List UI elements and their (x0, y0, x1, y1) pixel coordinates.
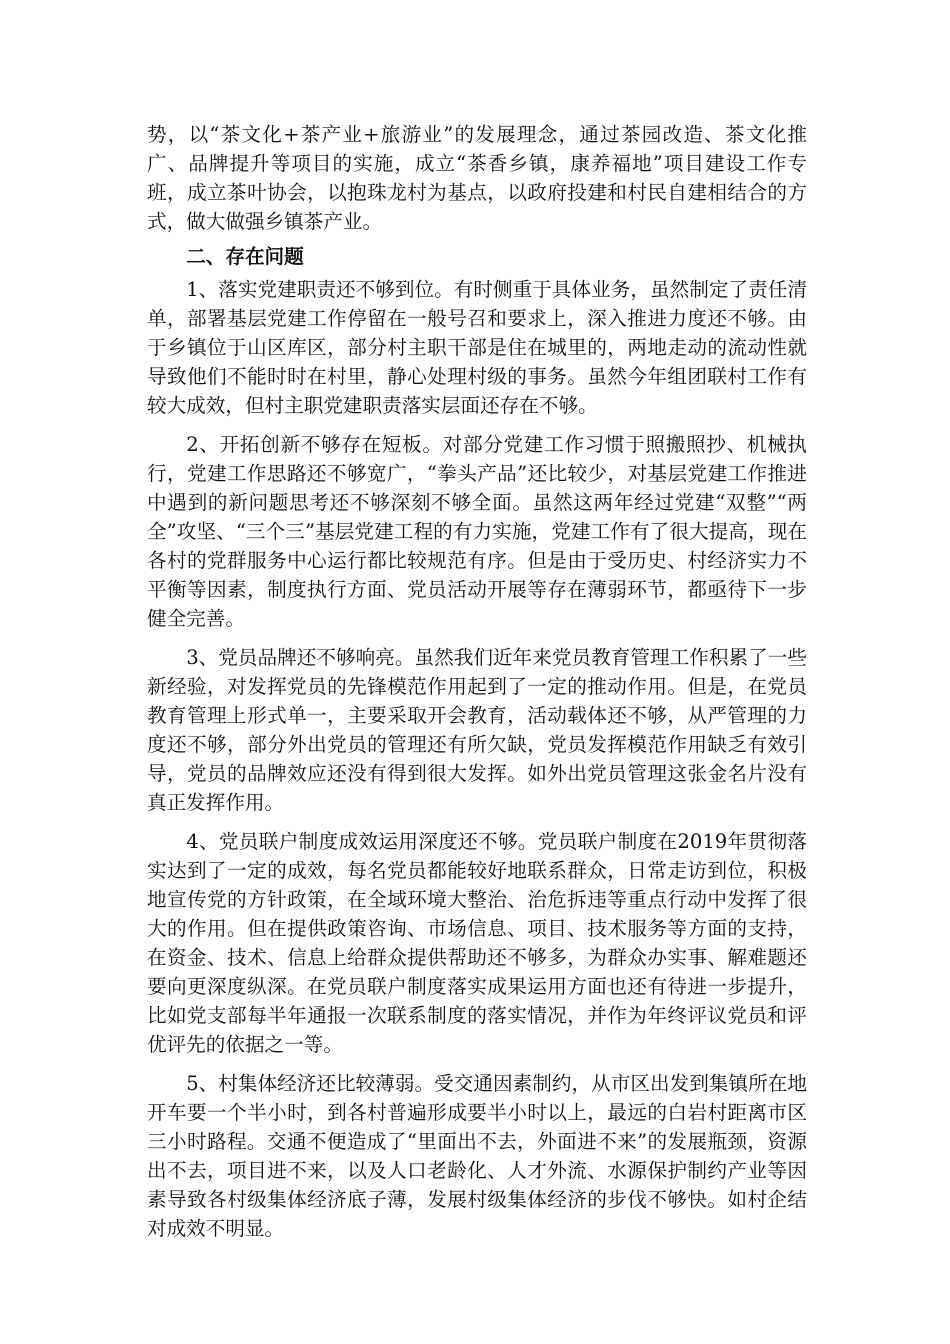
paragraph-2: 2、开拓创新不够存在短板。对部分党建工作习惯于照搬照抄、机械执行，党建工作思路还不够宽广，“拳头产品”还比较少，对基层党建工作推进中遇到的新问题思考还不够深刻不够全面。虽然这两年经过党建“双整”“两全”攻坚、“三个三”基层党建工程的有力实施，党建工作有了很大提高，现在各村的党群服务中心运行都比较规范有序。但是由于受历史、村经济实力不平衡等因素，制度执行方面、党员活动开展等存在薄弱环节，都亟待下一步健全完善。 (147, 433, 807, 630)
paragraph-4: 4、党员联户制度成效运用深度还不够。党员联户制度在2019年贯彻落实达到了一定的成效，每名党员都能较好地联系群众，日常走访到位，积极地宣传党的方针政策，在全域环境大整治、治危拆违等重点行动中发挥了很大的作用。但在提供政策咨询、市场信息、项目、技术服务等方面的支持，在资金、技术、信息上给群众提供帮助还不够多，为群众办实事、解难题还要向更深度纵深。在党员联户制度落实成果运用方面也还有待进一步提升，比如党支部每半年通报一次联系制度的落实情况，并作为年终评议党员和评优评先的依据之一等。 (147, 830, 807, 1056)
paragraph-1: 1、落实党建职责还不够到位。有时侧重于具体业务，虽然制定了责任清单，部署基层党建工作停留在一般号召和要求上，深入推进力度还不够。由于乡镇位于山区库区，部分村主职干部是住在城里的，两地走动的流动性就导致他们不能时时在村里，静心处理村级的事务。虽然今年组团联村工作有较大成效，但村主职党建职责落实层面还存在不够。 (147, 278, 807, 417)
paragraph-5: 5、村集体经济还比较薄弱。受交通因素制约，从市区出发到集镇所在地开车要一个半小时，到各村普遍形成要半小时以上，最远的白岩村距离市区三小时路程。交通不便造成了“里面出不去，外面进不来”的发展瓶颈，资源出不去，项目进不来，以及人口老龄化、人才外流、水源保护制约产业等因素导致各村级集体经济底子薄，发展村级集体经济的步伐不够快。如村企结对成效不明显。 (147, 1072, 807, 1240)
section-heading: 二、存在问题 (186, 245, 304, 268)
document-body (147, 120, 807, 1243)
paragraph-3: 3、党员品牌还不够响亮。虽然我们近年来党员教育管理工作积累了一些新经验，对发挥党员的先锋模范作用起到了一定的推动作用。但是，在党员教育管理上形式单一，主要采取开会教育，活动载体还不够，从严管理的力度还不够，部分外出党员的管理还有所欠缺，党员发挥模范作用缺乏有效引导，党员的品牌效应还没有得到很大发挥。如外出党员管理这张金名片没有真正发挥作用。 (147, 646, 807, 814)
intro-paragraph: 势，以“茶文化+茶产业+旅游业”的发展理念，通过茶园改造、茶文化推广、品牌提升等项目的实施，成立“茶香乡镇，康养福地”项目建设工作专班，成立茶叶协会，以抱珠龙村为基点，以政府投建和村民自建相结合的方式，做大做强乡镇茶产业。 (147, 123, 807, 233)
